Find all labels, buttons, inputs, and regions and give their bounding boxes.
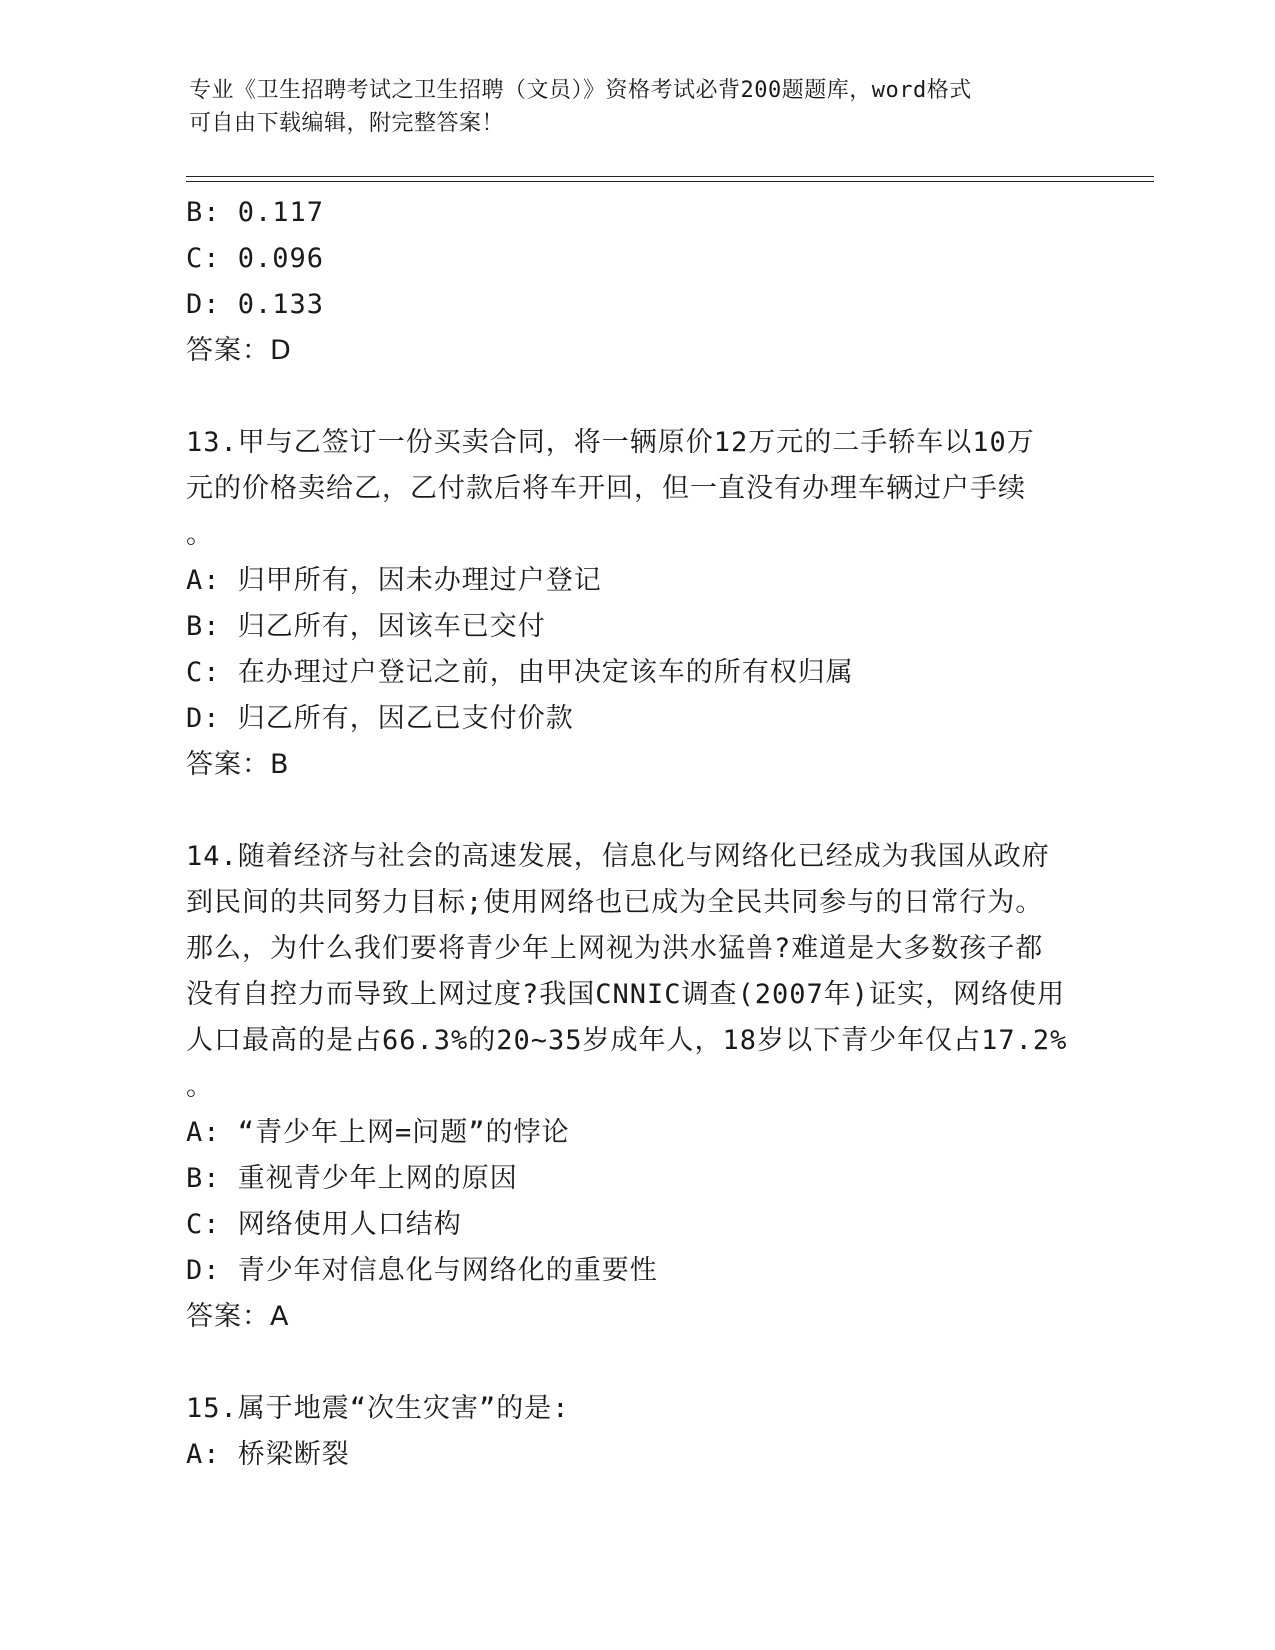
question-15-stem-line-1: 15.属于地震“次生灾害”的是:: [186, 1393, 570, 1424]
question-14-answer: 答案：A: [186, 1301, 290, 1332]
question-13-option-b: B: 归乙所有，因该车已交付: [186, 611, 546, 642]
question-15-option-a: A: 桥梁断裂: [186, 1439, 350, 1470]
spacer: [186, 1340, 1086, 1386]
question-14-stem-line-3: 那么，为什么我们要将青少年上网视为洪水猛兽?难道是大多数孩子都: [186, 933, 1044, 964]
document-header: [189, 74, 1089, 140]
question-14-stem-line-4: 没有自控力而导致上网过度?我国CNNIC调查(2007年)证实，网络使用: [186, 979, 1066, 1010]
question-13-block: [186, 420, 1086, 788]
question-12-option-d: D: 0.133: [186, 289, 325, 320]
question-15-block: [186, 1386, 1086, 1478]
question-13-stem-line-3: 。: [186, 519, 214, 550]
header-title-line-1: 专业《卫生招聘考试之卫生招聘（文员）》资格考试必背200题题库，word格式: [189, 78, 972, 103]
question-13-option-c: C: 在办理过户登记之前，由甲决定该车的所有权归属: [186, 657, 854, 688]
question-14-stem-line-1: 14.随着经济与社会的高速发展，信息化与网络化已经成为我国从政府: [186, 841, 1050, 872]
question-14-stem-line-6: 。: [186, 1071, 214, 1102]
header-rule-bottom: [186, 181, 1154, 182]
question-13-option-a: A: 归甲所有，因未办理过户登记: [186, 565, 602, 596]
question-13-stem-line-1: 13.甲与乙签订一份买卖合同，将一辆原价12万元的二手轿车以10万: [186, 427, 1035, 458]
question-14-option-d: D: 青少年对信息化与网络化的重要性: [186, 1255, 658, 1286]
question-12-block: [186, 190, 1086, 374]
question-13-option-d: D: 归乙所有，因乙已支付价款: [186, 703, 574, 734]
question-12-answer: 答案：D: [186, 335, 292, 366]
spacer: [186, 374, 1086, 420]
spacer: [186, 788, 1086, 834]
question-12-option-c: C: 0.096: [186, 243, 325, 274]
question-14-stem-line-2: 到民间的共同努力目标;使用网络也已成为全民共同参与的日常行为。: [186, 887, 1044, 918]
question-13-answer: 答案：B: [186, 749, 290, 780]
question-list: [186, 190, 1086, 1478]
header-rule-top: [186, 176, 1154, 177]
header-title-line-2: 可自由下载编辑，附完整答案！: [189, 111, 505, 136]
question-14-option-b: B: 重视青少年上网的原因: [186, 1163, 518, 1194]
question-12-option-b: B: 0.117: [186, 197, 325, 228]
question-14-option-c: C: 网络使用人口结构: [186, 1209, 462, 1240]
question-14-stem-line-5: 人口最高的是占66.3%的20~35岁成年人，18岁以下青少年仅占17.2%: [186, 1025, 1068, 1056]
question-14-option-a: A: “青少年上网=问题”的悖论: [186, 1117, 570, 1148]
question-13-stem-line-2: 元的价格卖给乙，乙付款后将车开回，但一直没有办理车辆过户手续: [186, 473, 1026, 504]
question-14-block: [186, 834, 1086, 1340]
